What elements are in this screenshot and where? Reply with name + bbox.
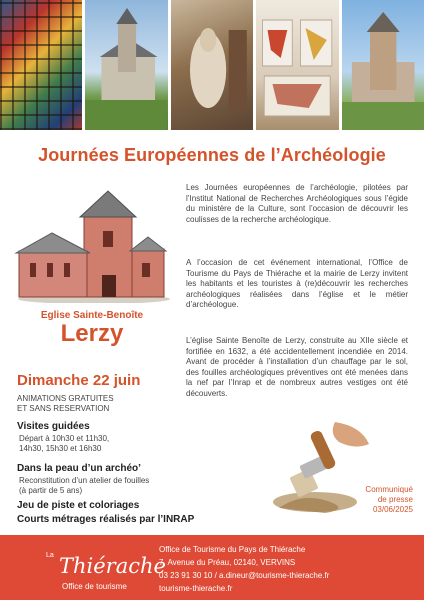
activity-details — [19, 476, 179, 496]
activity-line: Départ à 10h30 et 11h30, — [19, 434, 110, 443]
press-line: de presse — [377, 495, 413, 504]
logo-prefix: La — [46, 552, 54, 559]
activity-line: Reconstitution d’un atelier de fouilles — [19, 476, 150, 485]
history-paragraph: L’église Sainte Benoîte de Lerzy, construite au XIIe siècle et fortifiée en 1632, a été accidentellement incendiée en 2014. Avant de procéder à l’installation d’un chauffage par le sol, des fouilles archéologiques préventives ont été menées dans la nef par l’Inrap et de nombreux autres vestiges ont été découverts. — [186, 336, 408, 398]
activity-title: Visites guidées — [17, 421, 90, 432]
press-date: 03/06/2025 — [372, 505, 413, 514]
free-note-line: ANIMATIONS GRATUITES — [17, 394, 114, 403]
press-line: Communiqué — [365, 485, 413, 494]
activity-title: Jeu de piste et coloriages — [17, 500, 140, 511]
church-name: Lerzy — [60, 320, 124, 347]
stained-glass-photo — [0, 0, 82, 130]
event-date: Dimanche 22 juin — [17, 372, 141, 389]
archaeological-fragments-photo — [256, 0, 338, 130]
footer-website: tourisme-thierache.fr — [159, 584, 233, 593]
page-title: Journées Européennes de l’Archéologie — [38, 145, 386, 165]
footer-address: 7, Avenue du Préau, 02140, VERVINS — [159, 558, 296, 567]
free-note-line: ET SANS RESERVATION — [17, 404, 110, 413]
interior-sculpture-photo — [171, 0, 253, 130]
activity-line: (à partir de 5 ans) — [19, 486, 83, 495]
footer-contact: 03 23 91 30 10 / a.dineur@tourisme-thierache.fr — [159, 571, 330, 580]
logo-subtitle: Office de tourisme — [62, 582, 127, 591]
free-note — [17, 394, 177, 414]
thierache-logo: Thiérache — [59, 554, 166, 578]
church-exterior-photo — [85, 0, 167, 130]
footer-org: Office de Tourisme du Pays de Thiérache — [159, 545, 306, 554]
church-illustration — [14, 187, 170, 303]
activity-details — [19, 434, 179, 454]
church-caption: Eglise Sainte-Benoîte — [40, 310, 144, 321]
press-release-note — [353, 485, 413, 515]
photo-strip — [0, 0, 424, 130]
activity-title: Courts métrages réalisés par l’INRAP — [17, 514, 195, 525]
activity-line: 14h30, 15h30 et 16h30 — [19, 444, 102, 453]
fortified-church-photo — [342, 0, 424, 130]
intro-paragraph: Les Journées européennes de l’archéologie, pilotées par l’Institut National de Recherches Archéologiques sous l’égide du ministère de la Culture, sont l’occasion de découvrir les coulisses de la recherche archéologique. — [186, 183, 408, 224]
event-paragraph: A l’occasion de cet événement international, l’Office de Tourisme du Pays de Thiérache et la mairie de Lerzy invitent les habitants et les touristes à (re)découvrir les recherches archéologiques réalisées dans l’église et le métier d’archéologue. — [186, 258, 408, 310]
activity-title: Dans la peau d’un archéo’ — [17, 463, 141, 474]
